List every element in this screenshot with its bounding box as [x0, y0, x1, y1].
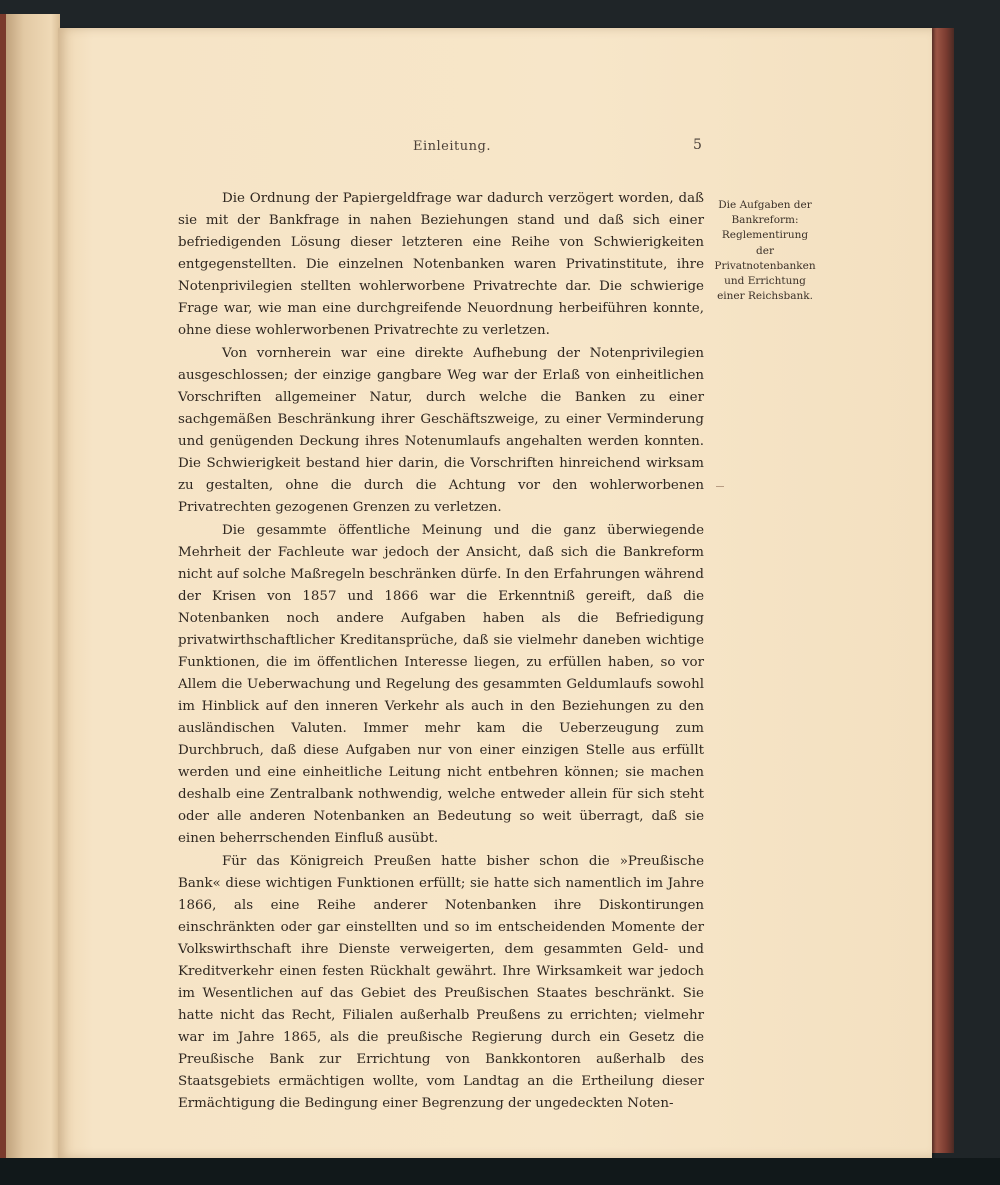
running-header: Einleitung.	[413, 139, 491, 154]
left-page-edge	[0, 14, 60, 1164]
body-text	[178, 188, 704, 1115]
margin-mark	[716, 486, 724, 487]
background-strip	[0, 1158, 1000, 1185]
binding-edge	[0, 14, 6, 1164]
paragraph: Die Ordnung der Papiergeldfrage war dadurch verzögert worden, daß sie mit der Bankfrage in nahen Beziehungen stand und daß sich einer befriedigenden Lösung dieser letzteren eine Reihe von Schwierigkeiten entgegenstellten. Die einzelnen Notenbanken waren Privatinstitute, ihre Notenprivilegien stellten wohlerworbene Privatrechte dar. Die schwierige Frage war, wie man eine durchgreifende Neuordnung herbeiführen konnte, ohne diese wohlerworbenen Privatrechte zu verletzen.	[178, 191, 704, 338]
paragraph: Die gesammte öffentliche Meinung und die ganz überwiegende Mehrheit der Fachleute war jedoch der Ansicht, daß sich die Bankreform nicht auf solche Maßregeln beschränken dürfe. In den Erfahrungen während der Krisen von 1857 und 1866 war die Erkenntniß gereift, daß die Notenbanken noch andere Aufgaben haben als die Befriedigung privatwirthschaftlicher Kreditansprüche, daß sie vielmehr daneben wichtige Funktionen, die im öffentlichen Interesse liegen, zu erfüllen haben, so vor Allem die Ueberwachung und Regelung des gesammten Geldumlaufs sowohl im Hinblick auf den inneren Verkehr als auch in den Beziehungen zu den ausländischen Valuten. Immer mehr kam die Ueberzeugung zum Durchbruch, daß diese Aufgaben nur von einer einzigen Stelle aus erfüllt werden und eine einheitliche Leitung nicht entbehren können; sie machen deshalb eine Zentralbank nothwendig, welche entweder allein für sich steht oder alle anderen Notenbanken an Bedeutung so weit überragt, daß sie einen beherrschenden Einfluß ausübt.	[178, 523, 704, 846]
paragraph: Von vornherein war eine direkte Aufhebung der Notenprivilegien ausgeschlossen; der einzige gangbare Weg war der Erlaß von einheitlichen Vorschriften allgemeiner Natur, durch welche die Banken zu einer sachgemäßen Beschränkung ihrer Geschäftszweige, zu einer Verminderung und genügenden Deckung ihres Notenumlaufs angehalten werden konnten. Die Schwierigkeit bestand hier darin, die Vorschriften hinreichend wirksam zu gestalten, ohne die durch die Achtung vor den wohlerworbenen Privatrechten gezogenen Grenzen zu verletzen.	[178, 346, 704, 515]
margin-note: Die Aufgaben der Bankreform: Reglementirung der Privatnotenbanken und Errichtung einer Reichsbank.	[714, 199, 816, 303]
page-number: 5	[693, 137, 702, 153]
paragraph: Für das Königreich Preußen hatte bisher schon die »Preußische Bank« diese wichtigen Funktionen erfüllt; sie hatte sich namentlich im Jahre 1866, als eine Reihe anderer Notenbanken ihre Diskontirungen einschränkten oder gar einstellten und so im entscheidenden Momente der Volkswirthschaft ihre Dienste verweigerten, dem gesammten Geld- und Kreditverkehr einen festen Rückhalt gewährt. Ihre Wirksamkeit war jedoch im Wesentlichen auf das Gebiet des Preußischen Staates beschränkt. Sie hatte nicht das Recht, Filialen außerhalb Preußens zu errichten; vielmehr war im Jahre 1865, als die preußische Regierung durch ein Gesetz die Preußische Bank zur Errichtung von Bankkontoren außerhalb des Staatsgebiets ermächtigen wollte, vom Landtag an die Ertheilung dieser Ermächtigung die Bedingung einer Begrenzung der ungedeckten Noten-	[178, 854, 704, 1111]
